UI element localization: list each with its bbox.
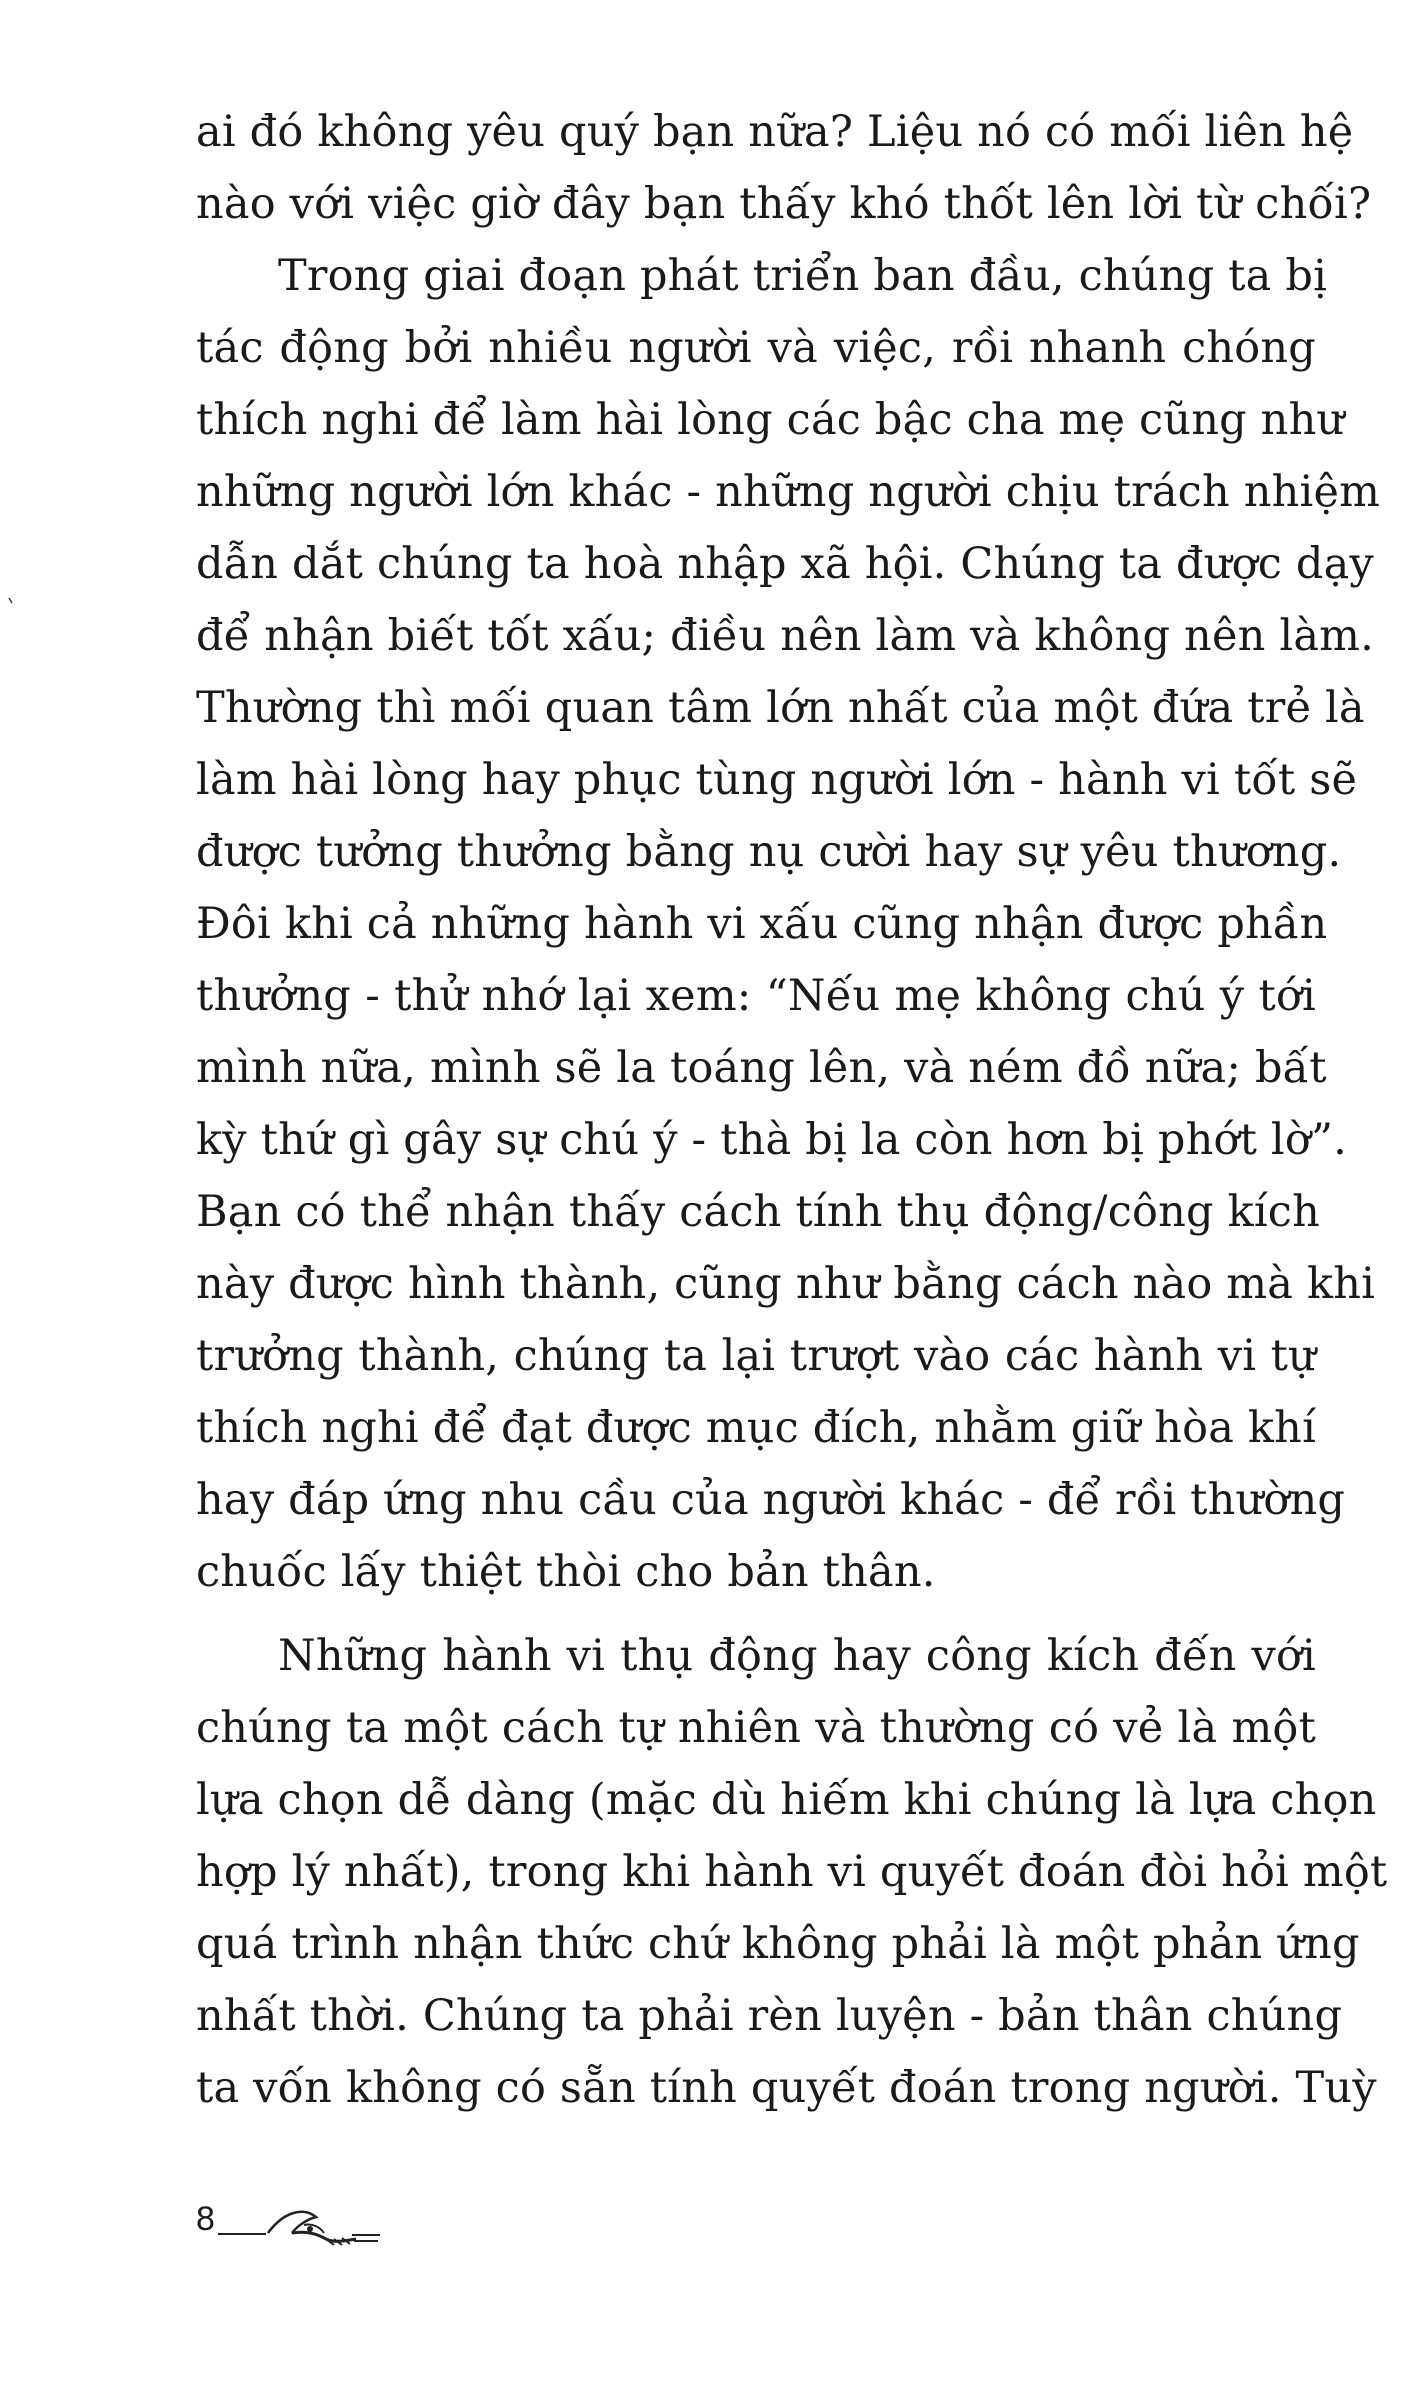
- footer-rule: [218, 2233, 266, 2235]
- text-line: chúng ta một cách tự nhiên và thường có vẻ là một: [196, 1703, 1316, 1753]
- text-line: thích nghi để đạt được mục đích, nhằm giữ hòa khí: [196, 1403, 1317, 1453]
- paragraph-first-line: Trong giai đoạn phát triển ban đầu, chúng ta bị: [278, 251, 1328, 301]
- text-line: Thường thì mối quan tâm lớn nhất của một đứa trẻ là: [196, 683, 1365, 733]
- text-line: này được hình thành, cũng như bằng cách nào mà khi: [196, 1259, 1376, 1309]
- quill-ornament-icon: [264, 2203, 384, 2253]
- text-line: Bạn có thể nhận thấy cách tính thụ động/công kích: [196, 1187, 1320, 1237]
- text-line: hay đáp ứng nhu cầu của người khác - để rồi thường: [196, 1475, 1346, 1525]
- text-line: kỳ thứ gì gây sự chú ý - thà bị la còn hơn bị phớt lờ”.: [196, 1115, 1348, 1165]
- text-line: để nhận biết tốt xấu; điều nên làm và không nên làm.: [196, 611, 1374, 661]
- text-line: ai đó không yêu quý bạn nữa? Liệu nó có mối liên hệ: [196, 107, 1354, 157]
- text-line: thích nghi để làm hài lòng các bậc cha mẹ cũng như: [196, 395, 1345, 445]
- text-line: hợp lý nhất), trong khi hành vi quyết đoán đòi hỏi một: [196, 1847, 1388, 1897]
- text-line: làm hài lòng hay phục tùng người lớn - hành vi tốt sẽ: [196, 755, 1358, 805]
- page-footer: [196, 2195, 416, 2255]
- text-line: những người lớn khác - những người chịu trách nhiệm: [196, 467, 1381, 517]
- body-text: [196, 96, 1388, 2124]
- text-line: dẫn dắt chúng ta hoà nhập xã hội. Chúng ta được dạy: [196, 539, 1374, 589]
- text-line: được tưởng thưởng bằng nụ cười hay sự yêu thương.: [196, 827, 1342, 877]
- text-line: thưởng - thử nhớ lại xem: “Nếu mẹ không chú ý tới: [196, 971, 1316, 1021]
- text-line: mình nữa, mình sẽ la toáng lên, và ném đồ nữa; bất: [196, 1043, 1327, 1093]
- text-line: ta vốn không có sẵn tính quyết đoán trong người. Tuỳ: [196, 2063, 1377, 2113]
- page-number: 8: [196, 2200, 215, 2238]
- text-line: quá trình nhận thức chứ không phải là một phản ứng: [196, 1919, 1360, 1969]
- text-line: nào với việc giờ đây bạn thấy khó thốt lên lời từ chối?: [196, 179, 1372, 229]
- text-line: chuốc lấy thiệt thòi cho bản thân.: [196, 1547, 936, 1597]
- text-line: lựa chọn dễ dàng (mặc dù hiếm khi chúng là lựa chọn: [196, 1775, 1377, 1825]
- text-line: trưởng thành, chúng ta lại trượt vào các hành vi tự: [196, 1331, 1316, 1381]
- paragraph-gap: [196, 1608, 1316, 1620]
- text-line: tác động bởi nhiều người và việc, rồi nhanh chóng: [196, 323, 1316, 373]
- text-line: nhất thời. Chúng ta phải rèn luyện - bản thân chúng: [196, 1991, 1343, 2041]
- margin-mark: [8, 590, 14, 598]
- text-line: Đôi khi cả những hành vi xấu cũng nhận được phần: [196, 899, 1328, 949]
- paragraph-first-line: Những hành vi thụ động hay công kích đến với: [278, 1631, 1316, 1681]
